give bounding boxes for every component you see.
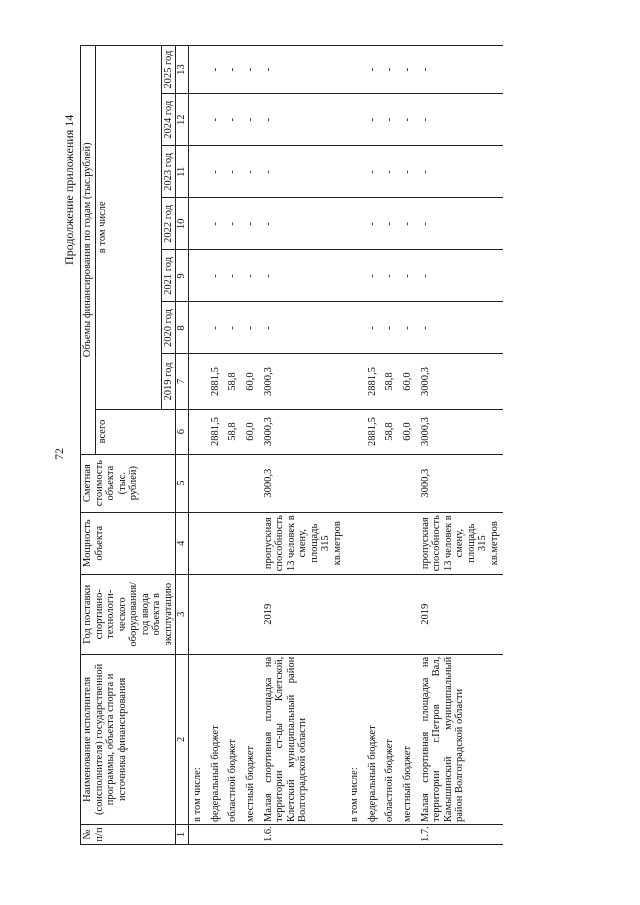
row-total: 2881,5	[207, 409, 225, 454]
page-number: 72	[52, 448, 66, 460]
row-year-value: -	[399, 250, 417, 302]
row-year-value: -	[417, 146, 504, 198]
row-number	[207, 824, 225, 844]
header-num: № п/п	[81, 824, 176, 844]
row-total	[346, 409, 364, 454]
header-power: Мощность объекта	[81, 512, 176, 574]
row-number	[224, 824, 242, 844]
row-name: местный бюджет	[399, 654, 417, 824]
col-index: 6	[176, 409, 189, 454]
row-power: пропускная способность 13 человек в смену, площадь 315 кв.метров	[417, 512, 504, 574]
row-year-value: -	[224, 46, 242, 94]
row-year-value: -	[381, 198, 399, 250]
row-year-value: -	[242, 250, 260, 302]
row-year-value: -	[207, 198, 225, 250]
row-2019: 3000,3	[260, 354, 347, 409]
row-year-value	[346, 198, 364, 250]
row-year-value	[189, 146, 207, 198]
row-cost	[189, 454, 207, 512]
row-year-value: -	[417, 94, 504, 146]
table-row	[346, 46, 364, 845]
row-cost: 3000,3	[260, 454, 347, 512]
row-power	[364, 512, 382, 574]
header-year-2025: 2025 год	[161, 46, 176, 94]
table-body	[189, 46, 504, 845]
row-year-value: -	[224, 198, 242, 250]
row-2019: 2881,5	[207, 354, 225, 409]
table-row	[242, 46, 260, 845]
header-year-2019: 2019 год	[161, 354, 176, 409]
row-number	[346, 824, 364, 844]
header-year-2020: 2020 год	[161, 302, 176, 354]
row-year-value: -	[207, 302, 225, 354]
column-index-row	[176, 46, 189, 845]
row-year-value: -	[399, 94, 417, 146]
row-2019	[346, 354, 364, 409]
row-power	[224, 512, 242, 574]
row-power	[381, 512, 399, 574]
row-name: в том числе:	[346, 654, 364, 824]
row-year-value: -	[242, 198, 260, 250]
row-year-value: -	[260, 198, 347, 250]
header-year-2021: 2021 год	[161, 250, 176, 302]
row-year-value: -	[399, 198, 417, 250]
row-2019: 58,8	[224, 354, 242, 409]
row-cost	[381, 454, 399, 512]
header-name: Наименование исполнителя (соисполнителя) государственной программы, объекта спорта и источника финансирования	[81, 654, 176, 824]
col-index: 13	[176, 46, 189, 94]
row-total: 2881,5	[364, 409, 382, 454]
row-year-value: -	[224, 302, 242, 354]
row-year-value	[189, 46, 207, 94]
col-index: 10	[176, 198, 189, 250]
row-cost: 3000,3	[417, 454, 504, 512]
row-year-value: -	[364, 198, 382, 250]
row-year-value: -	[207, 94, 225, 146]
row-power	[207, 512, 225, 574]
row-cost	[399, 454, 417, 512]
row-total: 3000,3	[417, 409, 504, 454]
row-year-value: -	[242, 94, 260, 146]
row-name: местный бюджет	[242, 654, 260, 824]
row-2019: 3000,3	[417, 354, 504, 409]
row-cost	[346, 454, 364, 512]
table-row	[399, 46, 417, 845]
row-year-value: -	[399, 302, 417, 354]
row-2019: 60,0	[242, 354, 260, 409]
row-year	[224, 574, 242, 654]
table-row	[381, 46, 399, 845]
row-year-value: -	[224, 146, 242, 198]
header-year-2023: 2023 год	[161, 146, 176, 198]
row-total: 60,0	[399, 409, 417, 454]
row-year-value: -	[224, 250, 242, 302]
header-cost: Сметная стоимость объекта (тыс. рублей)	[81, 454, 176, 512]
row-number: 1.6.	[260, 824, 347, 844]
table-row	[189, 46, 207, 845]
continuation-note: Продолжение приложения 14	[62, 114, 76, 265]
header-volumes: Объемы финансирования по годам (тыс.рублей)	[81, 46, 96, 455]
row-year-value: -	[399, 46, 417, 94]
col-index: 3	[176, 574, 189, 654]
table-row	[224, 46, 242, 845]
row-total: 58,8	[381, 409, 399, 454]
row-year-value: -	[364, 146, 382, 198]
row-year-value: -	[207, 250, 225, 302]
row-number	[242, 824, 260, 844]
col-index: 5	[176, 454, 189, 512]
header-including: в том числе	[95, 46, 161, 410]
row-year-value: -	[260, 94, 347, 146]
row-total	[189, 409, 207, 454]
row-year	[207, 574, 225, 654]
row-2019: 58,8	[381, 354, 399, 409]
table-row	[364, 46, 382, 845]
row-year-value: -	[381, 302, 399, 354]
row-year-value: -	[242, 46, 260, 94]
row-year	[346, 574, 364, 654]
row-year-value: -	[224, 94, 242, 146]
row-cost	[207, 454, 225, 512]
row-year-value	[346, 146, 364, 198]
row-year-value: -	[417, 250, 504, 302]
financing-table	[80, 45, 503, 845]
row-name: областной бюджет	[381, 654, 399, 824]
col-index: 11	[176, 146, 189, 198]
row-2019: 60,0	[399, 354, 417, 409]
row-year-value: -	[417, 302, 504, 354]
row-name: Малая спортивная площадка на территории ст-цы Клетской, Клетский муниципальный район Волгоградской области	[260, 654, 347, 824]
row-year-value: -	[381, 46, 399, 94]
row-year-value	[346, 94, 364, 146]
table-row	[417, 46, 504, 845]
row-year-value: -	[242, 146, 260, 198]
row-number: 1.7.	[417, 824, 504, 844]
row-2019	[189, 354, 207, 409]
table-row	[260, 46, 347, 845]
row-year-value: -	[364, 250, 382, 302]
row-year-value: -	[207, 46, 225, 94]
col-index: 9	[176, 250, 189, 302]
header-year: Год поставки спортивно-технологи-ческого оборудования/ год ввода объекта в эксплуатацию	[81, 574, 176, 654]
row-year-value: -	[364, 94, 382, 146]
row-year-value	[189, 198, 207, 250]
row-2019: 2881,5	[364, 354, 382, 409]
col-index: 7	[176, 354, 189, 409]
row-total: 60,0	[242, 409, 260, 454]
row-year: 2019	[260, 574, 347, 654]
row-number	[189, 824, 207, 844]
row-cost	[364, 454, 382, 512]
row-year-value: -	[260, 146, 347, 198]
row-year-value	[346, 302, 364, 354]
row-number	[381, 824, 399, 844]
row-name: федеральный бюджет	[207, 654, 225, 824]
header-total: всего	[95, 409, 176, 454]
row-power	[242, 512, 260, 574]
row-year-value: -	[381, 250, 399, 302]
header-year-2022: 2022 год	[161, 198, 176, 250]
row-name: Малая спортивная площадка на территории г.Петров Вал, Камышинский муниципальный район Волгоградской области	[417, 654, 504, 824]
row-year-value: -	[364, 302, 382, 354]
row-power	[399, 512, 417, 574]
row-power	[189, 512, 207, 574]
row-cost	[224, 454, 242, 512]
row-year-value	[346, 250, 364, 302]
row-cost	[242, 454, 260, 512]
row-year-value: -	[417, 46, 504, 94]
col-index: 12	[176, 94, 189, 146]
col-index: 2	[176, 654, 189, 824]
col-index: 8	[176, 302, 189, 354]
row-number	[399, 824, 417, 844]
row-year	[381, 574, 399, 654]
row-total: 3000,3	[260, 409, 347, 454]
row-year-value: -	[417, 198, 504, 250]
row-year: 2019	[417, 574, 504, 654]
row-number	[364, 824, 382, 844]
row-total: 58,8	[224, 409, 242, 454]
row-year-value: -	[381, 146, 399, 198]
row-power	[346, 512, 364, 574]
row-year-value	[189, 94, 207, 146]
row-year	[364, 574, 382, 654]
table-row	[207, 46, 225, 845]
row-year-value: -	[364, 46, 382, 94]
row-year	[399, 574, 417, 654]
col-index: 1	[176, 824, 189, 844]
row-year-value: -	[381, 94, 399, 146]
row-name: в том числе:	[189, 654, 207, 824]
row-year-value	[189, 250, 207, 302]
row-year-value: -	[260, 302, 347, 354]
row-name: областной бюджет	[224, 654, 242, 824]
row-year-value	[189, 302, 207, 354]
row-year-value: -	[260, 46, 347, 94]
header-year-2024: 2024 год	[161, 94, 176, 146]
row-year	[189, 574, 207, 654]
row-name: федеральный бюджет	[364, 654, 382, 824]
row-power: пропускная способность 13 человек в смену, площадь 315 кв.метров	[260, 512, 347, 574]
row-year	[242, 574, 260, 654]
row-year-value: -	[399, 146, 417, 198]
row-year-value: -	[260, 250, 347, 302]
col-index: 4	[176, 512, 189, 574]
row-year-value: -	[207, 146, 225, 198]
row-year-value: -	[242, 302, 260, 354]
row-year-value	[346, 46, 364, 94]
